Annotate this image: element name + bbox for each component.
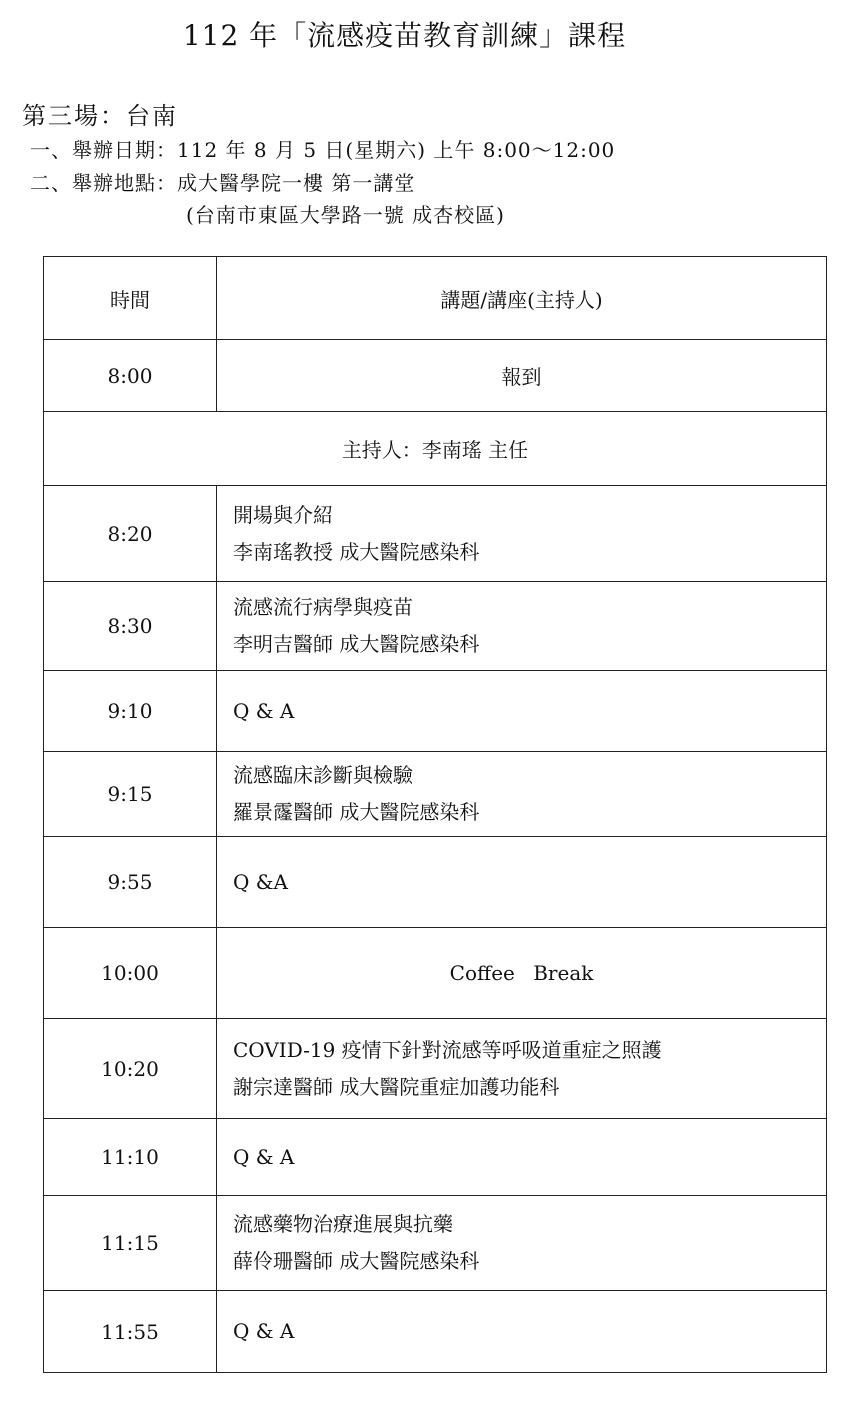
row-topic: 開場與介紹 bbox=[233, 502, 333, 527]
header-topic: 講題/講座(主持人) bbox=[217, 257, 827, 340]
row-topic-cell bbox=[217, 582, 827, 671]
row-time: 9:55 bbox=[44, 837, 217, 928]
table-row bbox=[44, 837, 827, 928]
table-row bbox=[44, 1119, 827, 1196]
row-time: 9:15 bbox=[44, 752, 217, 837]
row-time: 10:20 bbox=[44, 1019, 217, 1119]
checkin-row bbox=[44, 340, 827, 412]
event-date-line: 一、舉辦日期：112 年 8 月 5 日(星期六) 上午 8:00～12:00 bbox=[30, 138, 616, 162]
row-topic-cell bbox=[217, 1119, 827, 1196]
table-row bbox=[44, 582, 827, 671]
row-topic: Coffee Break bbox=[449, 960, 594, 985]
row-topic: 流感藥物治療進展與抗藥 bbox=[233, 1212, 453, 1236]
row-time: 10:00 bbox=[44, 928, 217, 1019]
event-address-line: (台南市東區大學路一號 成杏校區) bbox=[186, 203, 505, 227]
row-speaker: 李南瑤教授 成大醫院感染科 bbox=[233, 539, 480, 564]
row-topic: Q & A bbox=[233, 1319, 295, 1343]
host-text: 主持人：李南瑤 主任 bbox=[44, 412, 827, 486]
row-topic: 流感流行病學與疫苗 bbox=[233, 595, 413, 619]
row-topic-cell bbox=[217, 752, 827, 837]
table-row bbox=[44, 1019, 827, 1119]
checkin-text: 報到 bbox=[217, 340, 827, 412]
row-topic: Q & A bbox=[233, 698, 295, 723]
row-time: 11:15 bbox=[44, 1196, 217, 1291]
document-title: 112 年「流感疫苗教育訓練」課程 bbox=[182, 19, 627, 52]
table-row bbox=[44, 928, 827, 1019]
table-row bbox=[44, 671, 827, 752]
table-row bbox=[44, 486, 827, 582]
table-row bbox=[44, 752, 827, 837]
table-row bbox=[44, 1291, 827, 1373]
row-time: 9:10 bbox=[44, 671, 217, 752]
row-speaker: 謝宗達醫師 成大醫院重症加護功能科 bbox=[233, 1074, 560, 1099]
row-topic-cell bbox=[217, 1019, 827, 1119]
row-speaker: 薛伶珊醫師 成大醫院感染科 bbox=[233, 1249, 480, 1273]
header-time: 時間 bbox=[44, 257, 217, 340]
row-time: 11:55 bbox=[44, 1291, 217, 1373]
row-time: 8:20 bbox=[44, 486, 217, 582]
row-topic: COVID-19 疫情下針對流感等呼吸道重症之照護 bbox=[233, 1037, 662, 1062]
row-topic-cell bbox=[217, 928, 827, 1019]
row-speaker: 羅景霳醫師 成大醫院感染科 bbox=[233, 800, 480, 824]
row-topic-cell bbox=[217, 837, 827, 928]
schedule-body bbox=[44, 486, 827, 1373]
row-topic-cell bbox=[217, 1196, 827, 1291]
row-topic: Q & A bbox=[233, 1144, 295, 1169]
host-row bbox=[44, 412, 827, 486]
event-venue-line: 二、舉辦地點：成大醫學院一樓 第一講堂 bbox=[30, 171, 416, 195]
schedule-table bbox=[43, 256, 827, 1373]
row-topic: Q &A bbox=[233, 869, 288, 894]
session-heading: 第三場：台南 bbox=[22, 102, 178, 130]
table-row bbox=[44, 1196, 827, 1291]
checkin-time: 8:00 bbox=[44, 340, 217, 412]
row-topic-cell bbox=[217, 1291, 827, 1373]
row-topic-cell bbox=[217, 486, 827, 582]
row-time: 11:10 bbox=[44, 1119, 217, 1196]
row-topic-cell bbox=[217, 671, 827, 752]
row-speaker: 李明吉醫師 成大醫院感染科 bbox=[233, 632, 480, 656]
row-topic: 流感臨床診斷與檢驗 bbox=[233, 763, 413, 787]
table-header-row bbox=[44, 257, 827, 340]
row-time: 8:30 bbox=[44, 582, 217, 671]
